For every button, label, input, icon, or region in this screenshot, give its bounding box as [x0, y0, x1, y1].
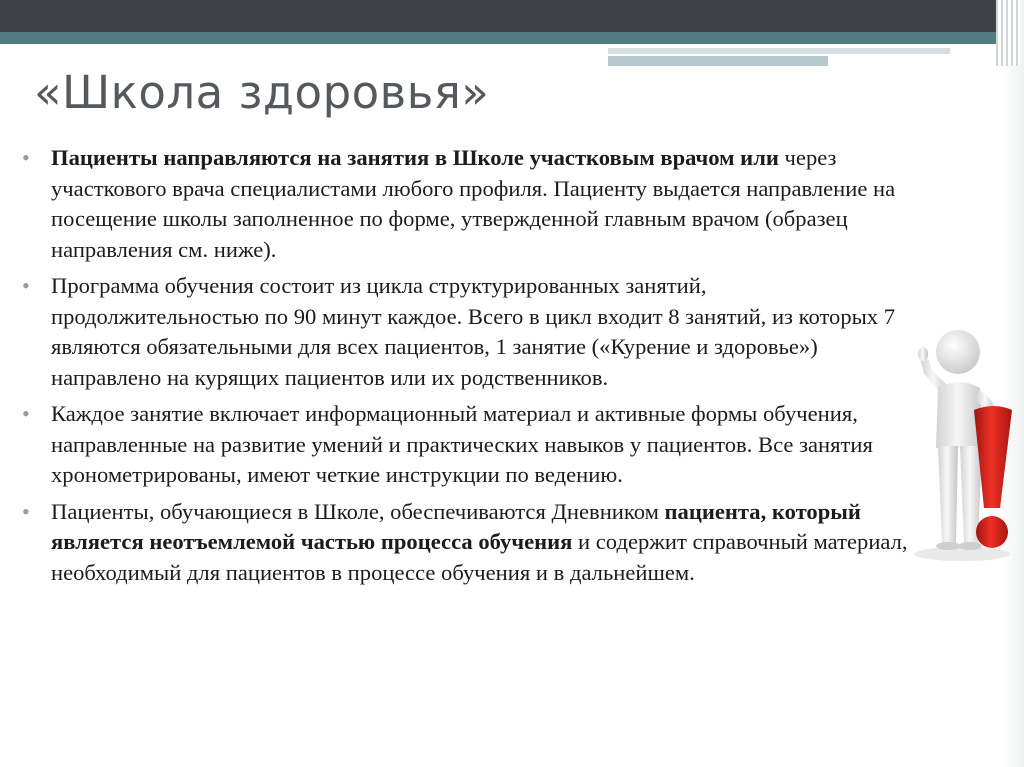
header-bar-dark [0, 0, 1024, 32]
person-with-exclamation-icon [900, 318, 1018, 564]
header-accent-line [608, 48, 950, 54]
bullet-item-2 [22, 271, 912, 393]
bullet-4-text-start: Пациенты, обучающиеся в Школе, обеспечиваются Дневником [51, 498, 665, 524]
bullet-4-bold-text: пациента, который является неотъемлемой частью процесса обучения [51, 498, 861, 554]
header-accent-block [608, 56, 828, 66]
bullet-item-3 [22, 399, 912, 491]
bullet-item-4 [22, 497, 912, 589]
bullet-2-text: Программа обучения состоит из цикла структурированных занятий, продолжительностью по 90 минут каждое. Всего в цикл входит 8 занятий, из которых 7 являются обязательными для всех пациентов, 1 занятие («Курение и здоровье») направлено на курящих пациентов или их родственников. [51, 273, 896, 390]
bullet-4-text-end: и содержит справочный материал, необходимый для пациентов в процессе обучения и в дальнейшем. [51, 529, 908, 585]
bullet-1-text: через участкового врача специалистами любого профиля. Пациенту выдается направление на посещение школы заполненное по форме, утвержденной главным врачом (образец направления см. ниже). [51, 145, 896, 262]
slide-edge-stripes [996, 0, 1020, 66]
slide-title: «Школа здоровья» [34, 66, 490, 119]
header-bar-teal [0, 32, 1024, 44]
bullet-list [22, 143, 912, 594]
bullet-1-bold-text: Пациенты направляются на занятия в Школе участковым врачом или [51, 145, 779, 170]
bullet-item-1 [22, 143, 912, 265]
bullet-3-text: Каждое занятие включает информационный материал и активные формы обучения, направленные на развитие умений и практических навыков у пациентов. Все занятия хронометрированы, имеют четкие инструкции по ведению. [51, 401, 873, 487]
